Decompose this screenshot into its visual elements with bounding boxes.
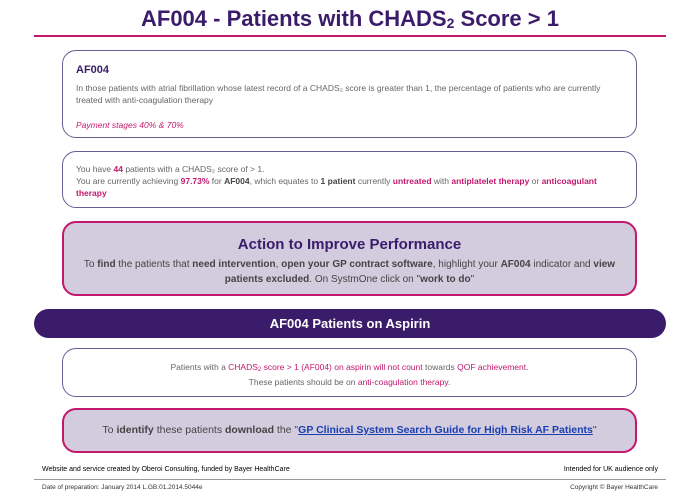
achievement-line: You are currently achieving 97.73% for AF004, which equates to 1 patient currently untreated with antiplatelet therapy or anticoagulant therapy (76, 176, 597, 198)
footer-divider (34, 479, 666, 480)
footer-credits: Website and service created by Oberoi Consulting, funded by Bayer HealthCare (42, 466, 290, 473)
achievement-percent: 97.73% (180, 176, 210, 186)
oberoi-consulting-link[interactable]: Oberoi Consulting (141, 466, 198, 473)
aspirin-card (62, 348, 637, 397)
indicator-code: AF004 (76, 64, 110, 76)
identify-panel: To identify these patients download the "GP Clinical System Search Guide for High Risk AF Patients" (62, 408, 637, 453)
achievement-card (62, 151, 637, 208)
aspirin-advice-line: These patients should be on anti-coagulation therapy. (248, 377, 451, 387)
action-title: Action to Improve Performance (237, 236, 462, 253)
footer-date: Date of preparation: January 2014 L.GB.01.2014.5044e (42, 484, 203, 491)
search-guide-link[interactable]: GP Clinical System Search Guide for High Risk AF Patients (298, 424, 593, 436)
title-divider (34, 35, 666, 37)
patient-count-line: You have 44 patients with a CHADS₂ score of > 1. (76, 164, 265, 174)
aspirin-warning-line: Patients with a $CHADS_2$ score > 1 (AF004) on aspirin will not count towards QOF achievement. (170, 362, 529, 373)
patient-count: 44 (113, 164, 123, 174)
indicator-card (62, 50, 637, 138)
action-panel (62, 221, 637, 296)
footer-audience: Intended for UK audience only (563, 466, 658, 473)
page-title: AF004 - Patients with $CHADS_2$ Score > 1 (141, 6, 559, 31)
aspirin-section-banner: AF004 Patients on Aspirin (34, 309, 666, 338)
action-text: To find the patients that need intervention, open your GP contract software, highlight your AF004 indicator and view patients excluded. On SystmOne click on "work to do" (83, 259, 616, 285)
untreated-count: 1 patient (320, 176, 356, 186)
footer-copyright: Copyright © Bayer HealthCare (570, 484, 658, 491)
payment-stages: Payment stages 40% & 70% (76, 120, 184, 130)
indicator-description: In those patients with atrial fibrillation whose latest record of a CHADS₂ score is greater than 1, the percentage of patients who are currently treated with anti-coagulation therapy (76, 83, 601, 105)
